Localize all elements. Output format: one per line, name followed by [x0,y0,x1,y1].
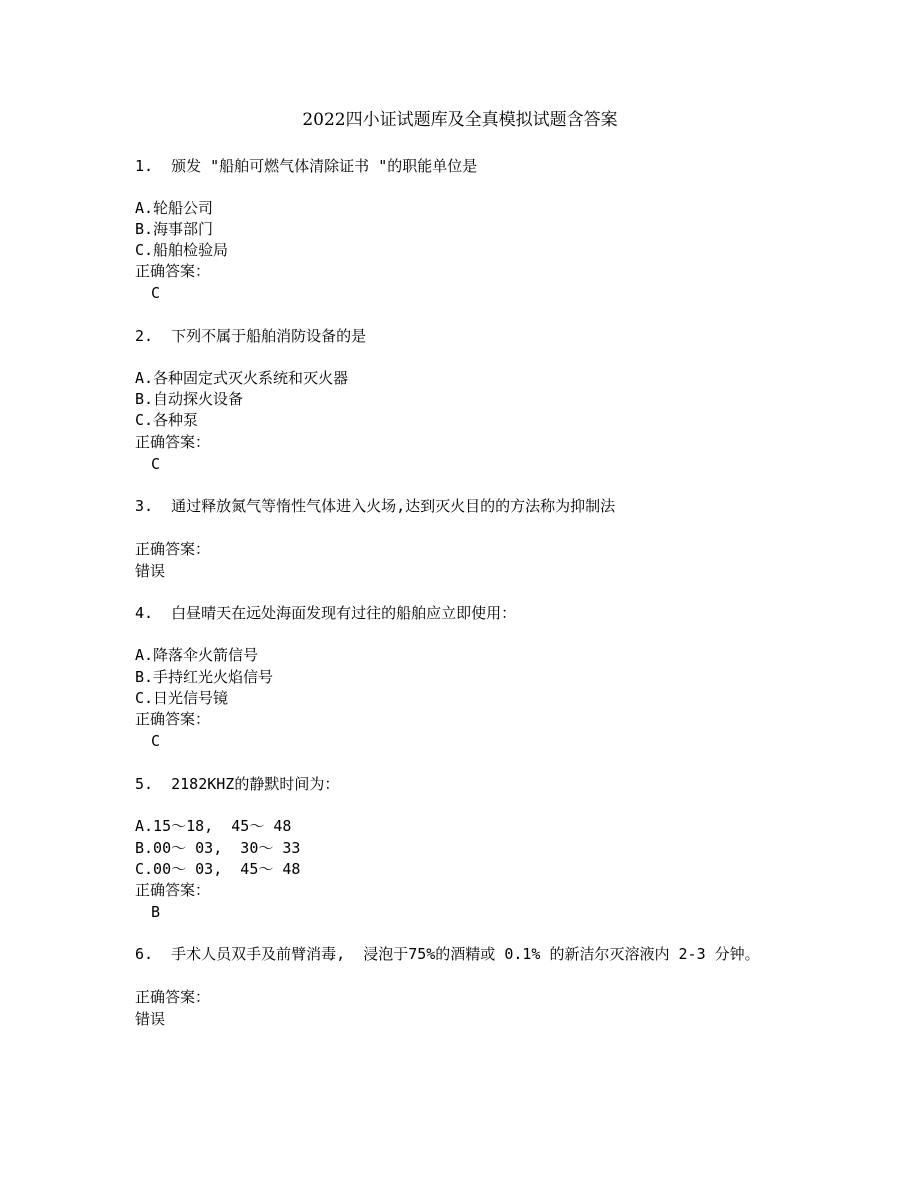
question-5-answer-label: 正确答案： [135,881,211,899]
question-2-option-a: A.各种固定式灭火系统和灭火器 [135,369,349,387]
question-5-option-a: A.15～18, 45～ 48 [135,817,292,835]
question-3-stem: 3. 通过释放氮气等惰性气体进入火场,达到灭火目的的方法称为抑制法 [135,497,616,515]
question-1-option-c: C.船舶检验局 [135,241,229,259]
question-4-answer-label: 正确答案： [135,710,211,728]
question-5-answer: B [151,903,161,921]
question-6-answer-label: 正确答案： [135,988,211,1006]
question-3-answer-label: 正确答案： [135,540,211,558]
question-2-option-b: B.自动探火设备 [135,390,244,408]
question-6-answer: 错误 [135,1010,166,1028]
question-1-stem: 1. 颁发 "船舶可燃气体清除证书 "的职能单位是 [135,157,478,175]
question-4-option-c: C.日光信号镜 [135,689,229,707]
question-1-option-b: B.海事部门 [135,220,214,238]
question-6-stem: 6. 手术人员双手及前臂消毒, 浸泡于75%的酒精或 0.1% 的新洁尔灭溶液内 2-3 分钟。 [135,945,760,963]
question-2-answer-label: 正确答案： [135,433,211,451]
question-2-answer: C [151,455,161,473]
question-3-answer: 错误 [135,562,166,580]
question-5-stem: 5. 2182KHZ的静默时间为： [135,775,340,793]
document-title: 2022四小证试题库及全真模拟试题含答案 [302,110,618,130]
question-1-answer-label: 正确答案： [135,262,211,280]
question-2-stem: 2. 下列不属于船舶消防设备的是 [135,327,367,345]
question-1-option-a: A.轮船公司 [135,199,214,217]
question-2-option-c: C.各种泵 [135,411,199,429]
question-4-stem: 4. 白昼晴天在远处海面发现有过往的船舶应立即使用： [135,604,517,622]
question-1-answer: C [151,284,161,302]
question-5-option-b: B.00～ 03, 30～ 33 [135,839,301,857]
question-4-option-b: B.手持红光火焰信号 [135,668,274,686]
question-4-option-a: A.降落伞火箭信号 [135,646,259,664]
question-4-answer: C [151,732,161,750]
question-5-option-c: C.00～ 03, 45～ 48 [135,860,301,878]
